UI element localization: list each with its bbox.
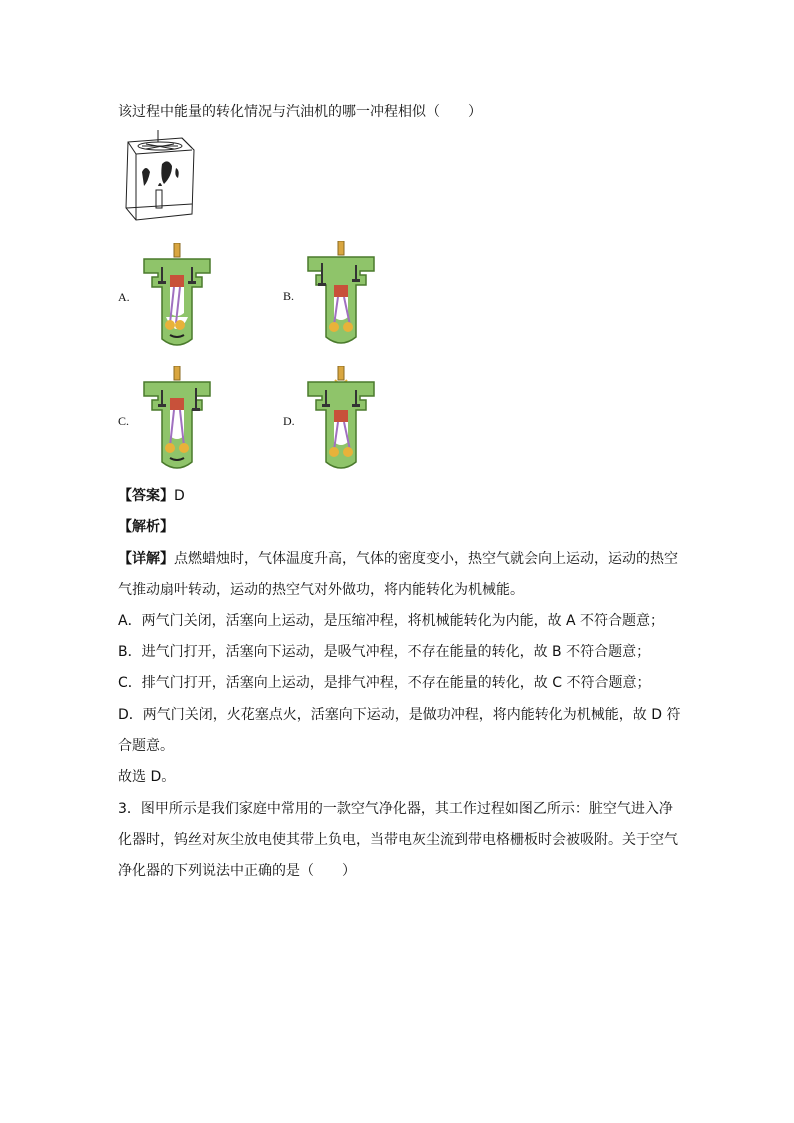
engine-b-icon[interactable] bbox=[304, 241, 378, 347]
option-b-label[interactable]: B. bbox=[283, 289, 295, 303]
engine-a-icon[interactable] bbox=[140, 243, 214, 349]
question-3-line-2: 化器时，钨丝对灰尘放电使其带上负电，当带电灰尘流到带电格栅板时会被吸附。关于空气 bbox=[118, 832, 678, 848]
analysis-line-3: A．两气门关闭，活塞向上运动，是压缩冲程，将机械能转化为内能，故 A 不符合题意； bbox=[118, 613, 665, 629]
candle-lantern-illustration bbox=[122, 128, 198, 224]
answer-tag: 【答案】 bbox=[118, 488, 174, 504]
analysis-line-5: C．排气门打开，活塞向上运动，是排气冲程，不存在能量的转化，故 C 不符合题意； bbox=[118, 675, 651, 691]
question-3-line-3: 净化器的下列说法中正确的是（ ） bbox=[118, 863, 356, 879]
option-d-label[interactable]: D. bbox=[283, 414, 295, 428]
engine-d-icon[interactable] bbox=[304, 366, 378, 472]
answer-line bbox=[118, 486, 185, 506]
analysis-heading: 【解析】 bbox=[118, 519, 174, 535]
analysis-text-1: 点燃蜡烛时，气体温度升高，气体的密度变小，热空气就会向上运动，运动的热空 bbox=[174, 551, 678, 567]
engine-c-icon[interactable] bbox=[140, 366, 214, 472]
analysis-line-8: 故选 D。 bbox=[118, 769, 176, 785]
analysis-line-6: D．两气门关闭，火花塞点火，活塞向下运动，是做功冲程，将内能转化为机械能，故 D 符 bbox=[118, 707, 681, 723]
analysis-line-1 bbox=[118, 549, 678, 569]
option-a-label[interactable]: A. bbox=[118, 290, 130, 304]
analysis-line-2: 气推动扇叶转动，运动的热空气对外做功，将内能转化为机械能。 bbox=[118, 582, 524, 598]
option-c-label[interactable]: C. bbox=[118, 414, 130, 428]
analysis-line-7: 合题意。 bbox=[118, 738, 174, 754]
analysis-line-4: B．进气门打开，活塞向下运动，是吸气冲程，不存在能量的转化，故 B 不符合题意； bbox=[118, 644, 651, 660]
answer-value: D bbox=[174, 488, 185, 504]
question-3-line-1: 3．图甲所示是我们家庭中常用的一款空气净化器，其工作过程如图乙所示：脏空气进入净 bbox=[118, 801, 673, 817]
detail-tag: 【详解】 bbox=[118, 551, 174, 567]
question-stem: 该过程中能量的转化情况与汽油机的哪一冲程相似（ ） bbox=[118, 104, 482, 120]
